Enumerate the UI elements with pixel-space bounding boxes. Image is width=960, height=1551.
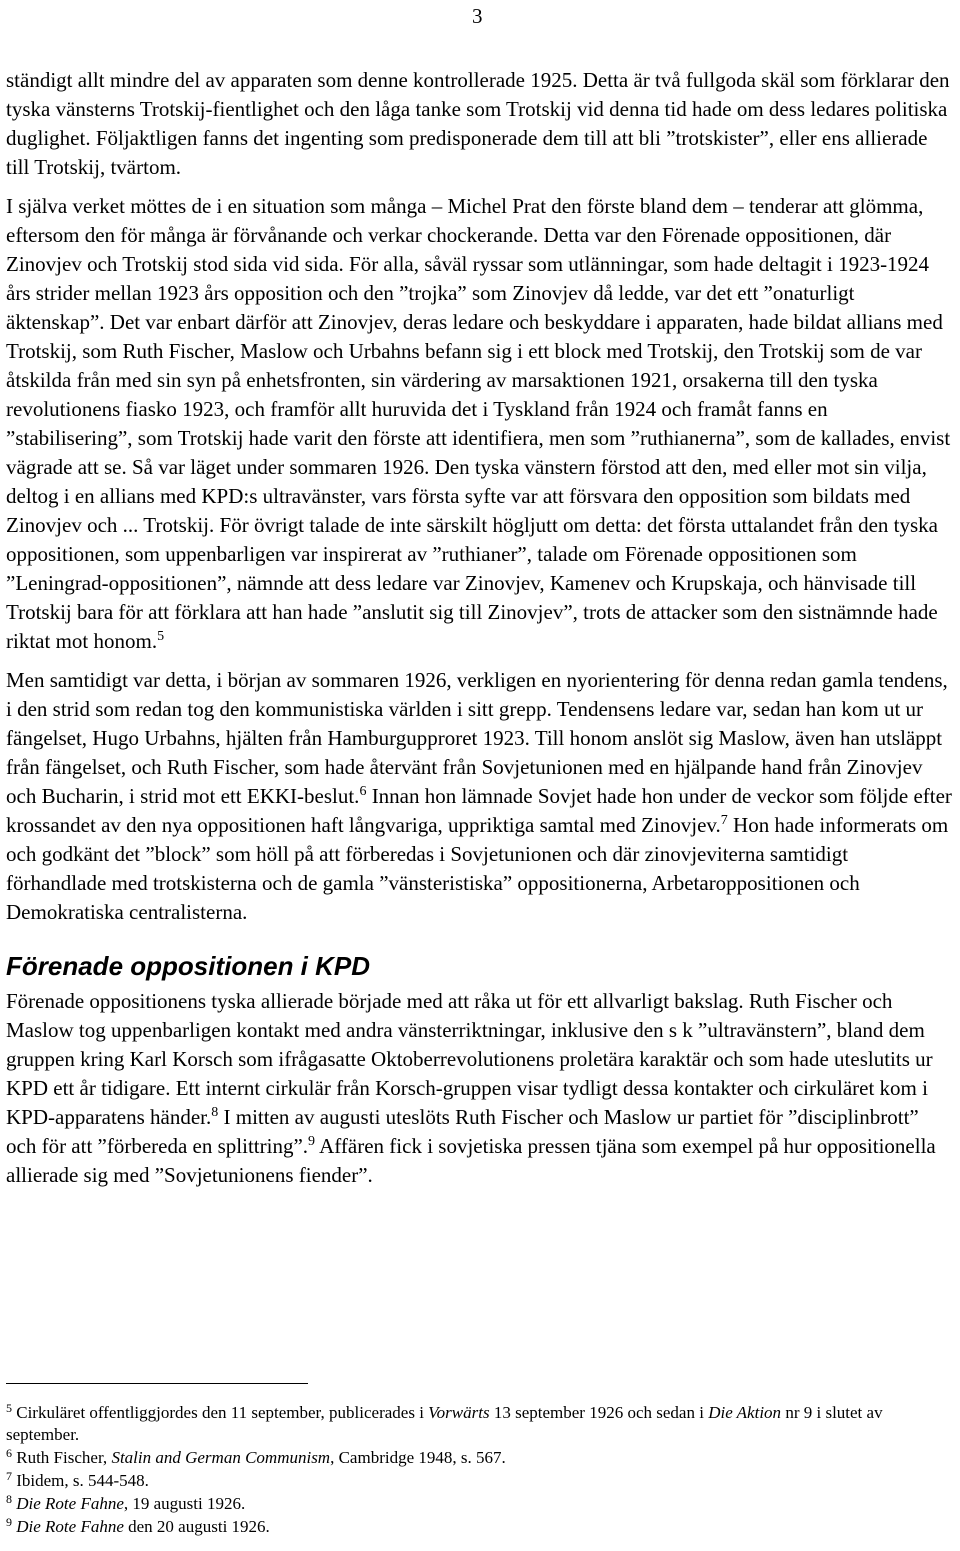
text-segment: 13 september 1926 och sedan i (489, 1403, 709, 1422)
footnote-number: 8 (6, 1492, 12, 1506)
paragraph (6, 66, 952, 182)
text-segment: Affären fick i sovjetiska pressen tjäna som exempel på hur oppositionella allierade sig med ”Sovjetunionens fiender”. (6, 1134, 936, 1187)
text-segment: Innan hon lämnade Sovjet hade hon under de veckor som följde efter krossandet av den nya oppositionen haft långvariga, uppriktiga samtal med Zinovjev. (6, 784, 952, 837)
text-segment: nr 9 i slutet av september. (6, 1403, 883, 1444)
footnote (6, 1402, 952, 1446)
footnote-ref: 6 (359, 784, 367, 799)
footnote-list (6, 1402, 952, 1538)
italic-title: Vorwärts (428, 1403, 490, 1422)
paragraphs-after-heading (6, 987, 952, 1190)
text-segment: Ibidem, s. 544-548. (16, 1471, 149, 1490)
italic-title: Stalin and German Communism (111, 1448, 331, 1467)
page-number: 3 (472, 4, 483, 28)
paragraph (6, 666, 952, 927)
italic-title: Die Rote Fahne (16, 1517, 124, 1536)
text-segment: ständigt allt mindre del av apparaten som denne kontrollerade 1925. Detta är två fullgoda skäl som förklarar den tyska vänsterns Trotskij-fientlighet och den låga tanke som Trotskij vid denna tid hade om dess ledares politiska duglighet. Följaktligen fanns det ingenting som predisponerade dem till att bli ”trotskister”, eller ens allierade till Trotskij, tvärtom. (6, 68, 950, 179)
italic-title: Die Rote Fahne (16, 1494, 124, 1513)
section-heading: Förenade oppositionen i KPD (6, 951, 371, 981)
footnote-ref: 5 (157, 629, 165, 644)
paragraph (6, 987, 952, 1190)
paragraphs-before-heading (6, 66, 952, 927)
footnote-number: 5 (6, 1401, 12, 1415)
footnote-number: 7 (6, 1469, 12, 1483)
text-segment: I mitten av augusti uteslöts Ruth Fischer och Maslow ur partiet för ”disciplinbrott” och för att ”förbereda en splittring”. (6, 1105, 919, 1158)
text-segment: Förenade oppositionens tyska allierade började med att råka ut för ett allvarligt bakslag. Ruth Fischer och Maslow tog uppenbarligen kontakt med andra vänsterriktningar, inklusive den s k ”ultravänstern”, bland dem gruppen kring Karl Korsch som ifrågasatte Oktoberrevolutionens proletära karaktär och som hade uteslutits ur KPD ett år tidigare. Ett internt cirkulär från Korsch-gruppen visar tydligt dessa kontakter och cirkuläret kom i KPD-apparatens händer. (6, 989, 933, 1129)
footnote-number: 6 (6, 1446, 12, 1460)
text-segment: , 19 augusti 1926. (123, 1494, 246, 1513)
text-segment: Cirkuläret offentliggjordes den 11 september, publicerades i (16, 1403, 429, 1422)
footnote-separator (6, 1383, 308, 1384)
text-segment: Men samtidigt var detta, i början av sommaren 1926, verkligen en nyorientering för denna redan gamla tendens, i den strid som redan tog den kommunistiska världen i sitt grepp. Tendensens ledare var, sedan han kom ut ur fängelset, Hugo Urbahns, hjälten från Hamburgupproret 1923. Till honom anslöt sig Maslow, även han utsläppt från fängelset, och Ruth Fischer, som hade återvänt från Sovjetunionen med en hjälpande hand från Zinovjev och Bucharin, i strid mot ett EKKI-beslut. (6, 668, 948, 808)
footnote (6, 1470, 952, 1492)
footnote (6, 1516, 952, 1538)
text-segment: den 20 augusti 1926. (123, 1517, 270, 1536)
footnote-ref: 9 (308, 1134, 316, 1149)
italic-title: Die Aktion (708, 1403, 782, 1422)
footnote (6, 1447, 952, 1469)
text-segment: I själva verket möttes de i en situation som många – Michel Prat den förste bland dem – tenderar att glömma, eftersom den för många är förvånande och verkar chockerande. Detta var den Förenade oppositionen, där Zinovjev och Trotskij stod sida vid sida. För alla, såväl ryssar som utlänningar, som hade deltagit i 1923-1924 års strider mellan 1923 års opposition och den ”trojka” som Zinovjev då ledde, var det ett ”onaturligt äktenskap”. Det var enbart därför att Zinovjev, deras ledare och beskyddare i apparaten, hade bildat allians med Trotskij, som Ruth Fischer, Maslow och Urbahns befann sig i ett block med Trotskij, den Trotskij som de var åtskilda från med sin syn på enhetsfronten, sin värdering av marsaktionen 1921, orsakerna till den tyska revolutionens fiasko 1923, och framför allt huruvida det i Tyskland från 1924 och framåt fanns en ”stabilisering”, som Trotskij hade varit den förste att identifiera, men som ”ruthianerna”, som de kallades, envist vägrade att se. Så var läget under sommaren 1926. Den tyska vänstern förstod att den, med eller mot sin vilja, deltog i en allians med KPD:s ultravänster, vars första syfte var att försvara den opposition som bildats med Zinovjev och ... Trotskij. För övrigt talade de inte särskilt högljutt om detta: det första uttalandet från den tyska oppositionen, som uppenbarligen var inspirerat av ”ruthianer”, talade om Förenade oppositionen som ”Leningrad-oppositionen”, nämnde att dess ledare var Zinovjev, Kamenev och Krupskaja, och hänvisade till Trotskij bara för att förklara att han hade ”anslutit sig till Zinovjev”, trots de attacker som den sistnämnde hade riktat mot honom. (6, 194, 951, 653)
footnotes (6, 1383, 952, 1539)
footnote-number: 9 (6, 1515, 12, 1529)
paragraph (6, 192, 952, 656)
text-segment: , Cambridge 1948, s. 567. (330, 1448, 506, 1467)
body-text (6, 66, 952, 1200)
footnote-ref: 8 (211, 1105, 219, 1120)
text-segment: Hon hade informerats om och godkänt det ”block” som höll på att förberedas i Sovjetunionen och där zinovjeviterna samtidigt förhandlade med trotskisterna och de gamla ”vänsteristiska” oppositionerna, Arbetaroppositionen och Demokratiska centralisterna. (6, 813, 949, 924)
footnote (6, 1493, 952, 1515)
footnote-ref: 7 (720, 813, 728, 828)
text-segment: Ruth Fischer, (16, 1448, 112, 1467)
